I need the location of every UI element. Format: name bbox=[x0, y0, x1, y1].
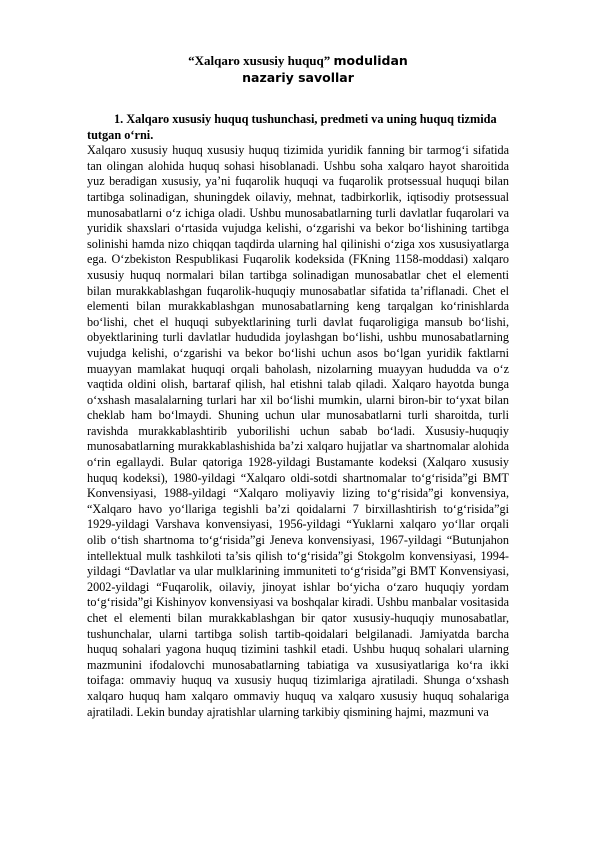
document-content bbox=[87, 112, 509, 720]
title-quoted-text: “Xalqaro xususiy huquq” bbox=[188, 53, 331, 68]
section-heading: 1. Xalqaro xususiy huquq tushunchasi, predmeti va uning huquq tizmida tutgan o‘rni. bbox=[87, 112, 497, 142]
title-module-word: modulidan bbox=[333, 53, 408, 68]
document-subtitle: nazariy savollar bbox=[242, 70, 354, 85]
body-paragraph: Xalqaro xususiy huquq xususiy huquq tizimida yuridik fanning bir tarmog‘i sifatida tan olingan alohida huquq sohasi hisoblanadi. Ushbu soha xalqaro hayot sharoitida yuz beradigan xususiy, ya’ni fuqarolik huquqi va fuqarolik protsessual huquqi bilan tartibga solinadigan, shuningdek oilaviy, mehnat, tadbirkorlik, iqtisodiy protsessual munosabatlarni o‘z ichiga oladi. Ushbu munosabatlarning turli davlatlar fuqarolari va yuridik shaxslari o‘rtasida vujudga kelishi, o‘zgarishi va bekor bo‘lishining tartibga solinishi hamda nizo chiqqan taqdirda ularning hal qilinishi o‘ziga xos xususiyatlarga ega. O‘zbekiston Respublikasi Fuqarolik kodeksida (FKning 1158-moddasi) xalqaro xususiy huquq normalari bilan tartibga solinadigan munosabatlar chet el elementi bilan murakkablashgan fuqarolik-huquqiy munosabatlar sifatida ta’riflanadi. Chet el elementi bilan murakkablashgan munosabatlarning keng tarqalgan ko‘rinishlarda bo‘lishi, chet el huquqi subyektlarining turli davlat fuqaroligiga mansub bo‘lishi, obyektlarining turli davlatlar hududida joylashgan bo‘lishi, ushbu munosabatlarning vujudga kelishi, o‘zgarishi va bekor bo‘lishi uchun asos bo‘lgan yuridik faktlarni muayyan mamlakat huquqi orqali baholash, nizolarning muayyan hududda va o‘z vaqtida oldini olish, bartaraf qilish, hal etishni talab qiladi. Xalqaro hayotda bunga o‘xshash masalalarning turlari har xil bo‘lishi mumkin, ularni biron-bir to‘yxat bilan cheklab ham bo‘lmaydi. Shuning uchun ular munosabatlarni turli sharoitda, turli ravishda murakkablashtirib yuborilishi uchun sabab bo‘ladi. Xususiy-huquqiy munosabatlarning murakkablashishida ba’zi xalqaro hujjatlar va shartnomalar alohida o‘rin egallaydi. Bular qatoriga 1928-yildagi Bustamante kodeksi (Xalqaro xususiy huquq kodeksi), 1980-yildagi “Xalqaro oldi-sotdi shartnomalar to‘g‘risida”gi BMT Konvensiyasi, 1988-yildagi “Xalqaro moliyaviy lizing to‘g‘risida”gi konvensiya, “Xalqaro havo yo‘llariga tegishli ba’zi qoidalarni 7 birxillashtirish to‘g‘risida”gi 1929-yildagi Varshava konvensiyasi, 1956-yildagi “Yuklarni xalqaro yo‘llar orqali olib o‘tish shartnoma to‘g‘risida”gi Jeneva konvensiyasi, 1967-yildagi “Butunjahon intellektual mulk tashkiloti ta’sis qilish to‘g‘risida”gi Stokgolm konvensiyasi, 1994-yildagi “Davlatlar va ular mulklarining immuniteti to‘g‘risida”gi BMT Konvensiyasi, 2002-yildagi “Fuqarolik, oilaviy, jinoyat ishlar bo‘yicha o‘zaro huquqiy yordam to‘g‘risida”gi Kishinyov konvensiyasi va boshqalar kiradi. Ushbu manbalar vositasida chet el elementi bilan murakkablashgan bir qator xususiy-huquqiy munosabatlar, tushunchalar, ularni tartibga solish tartib-qoidalari belgilanadi. Jamiyatda barcha huquq sohalari yagona huquq tizimini tashkil etadi. Ushbu huquq sohalari ularning mazmunini ifodalovchi munosabatlarning tabiatiga va xususiyatlariga ko‘ra ikki toifaga: ommaviy huquq va xususiy huquq tizimlariga ajratiladi. Shunga o‘xshash xalqaro huquq ham xalqaro ommaviy huquq va xalqaro xususiy huquq sohalariga ajratiladi. Lekin bunday ajratishlar ularning tarkibiy qismining hajmi, mazmuni va bbox=[87, 143, 509, 719]
document-title-block bbox=[0, 52, 596, 87]
document-title bbox=[0, 52, 596, 69]
